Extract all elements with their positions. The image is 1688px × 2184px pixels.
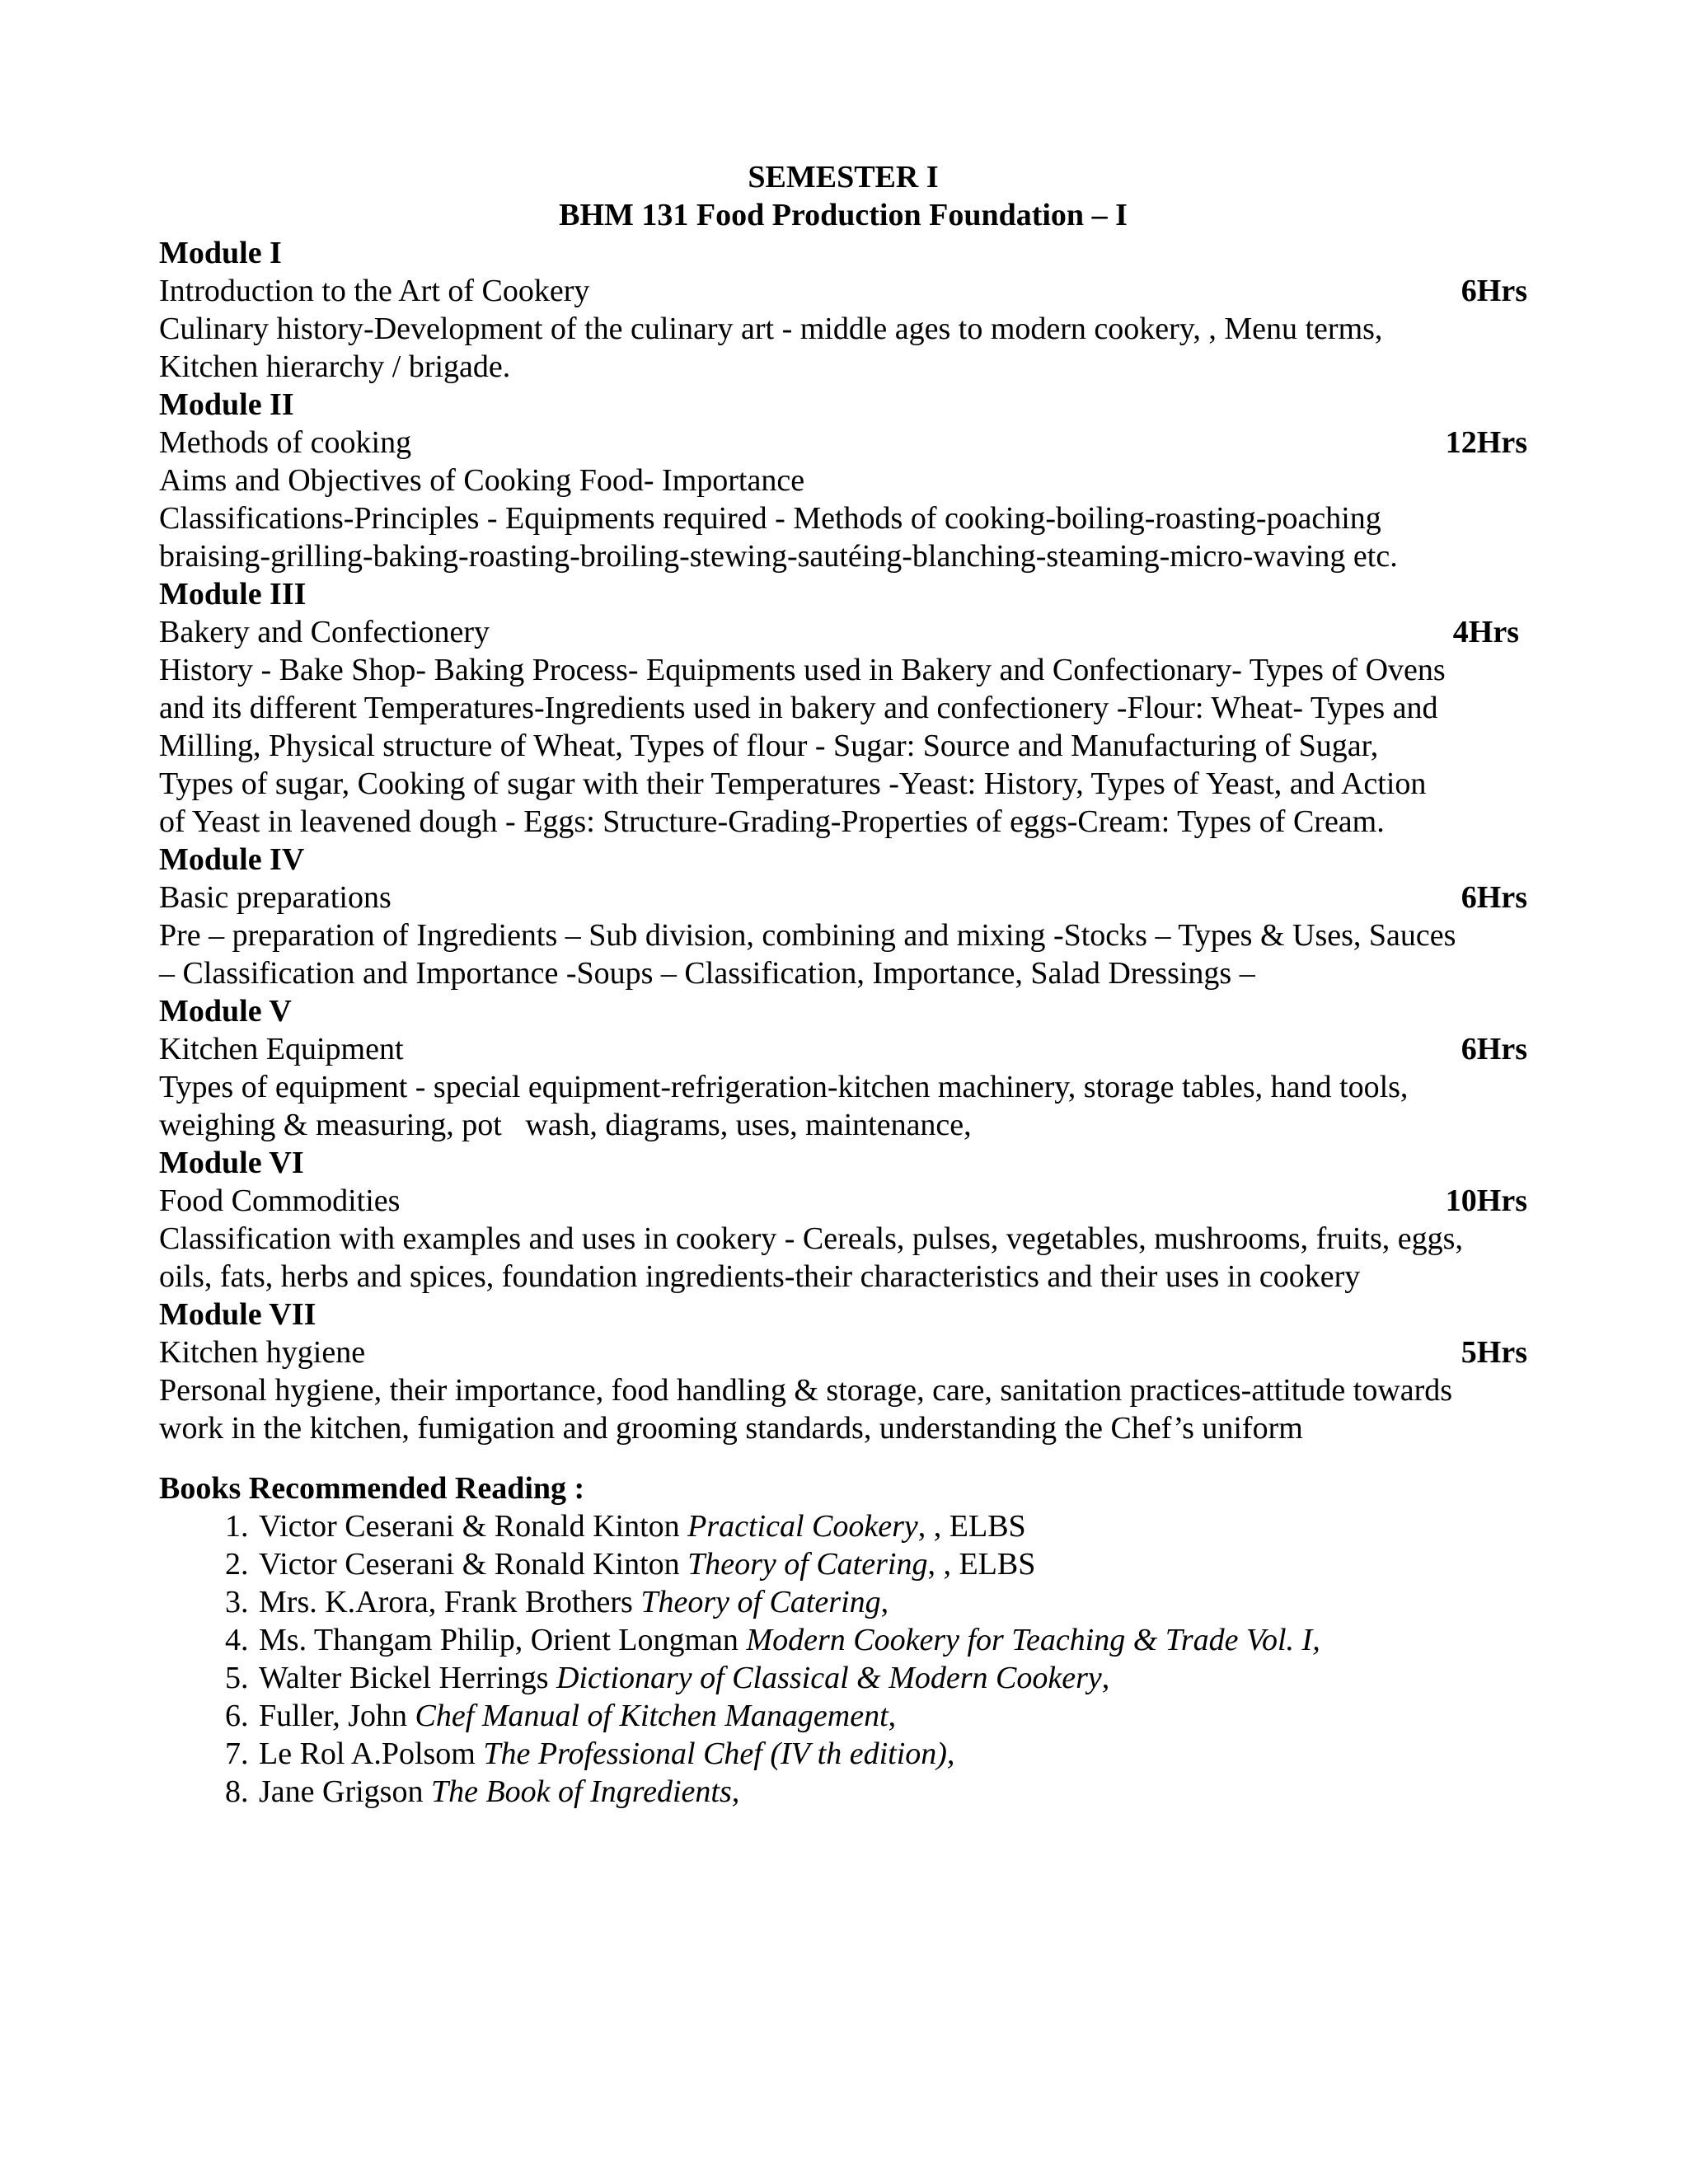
module-4 [159,841,1527,992]
module-topic-row [159,613,1527,651]
module-5 [159,992,1527,1144]
module-description-line: Aims and Objectives of Cooking Food- Importance [159,463,805,498]
module-7 [159,1296,1527,1447]
book-item [256,1507,1527,1545]
book-author: Le Rol A.Polsom [259,1736,484,1771]
books-list [159,1507,1527,1811]
course-title: BHM 131 Food Production Foundation – I [559,198,1128,232]
book-item [256,1621,1527,1659]
book-title: The Book of Ingredients, [430,1774,740,1809]
module-description-line: of Yeast in leavened dough - Eggs: Structure-Grading-Properties of eggs-Cream: Types of Cream. [159,804,1385,839]
module-topic-row [159,424,1527,462]
book-author: Jane Grigson [259,1774,431,1809]
module-description-line: Culinary history-Development of the culinary art - middle ages to modern cookery, , Menu terms, [159,312,1383,346]
book-author: Victor Ceserani & Ronald Kinton [259,1547,688,1582]
module-title: Module VI [159,1146,304,1180]
book-author: Victor Ceserani & Ronald Kinton [259,1509,688,1544]
module-topic: Basic preparations [159,880,392,915]
semester-heading: SEMESTER I [748,160,939,194]
books-section [159,1469,1527,1811]
module-topic: Bakery and Confectionery [159,615,490,649]
module-title: Module V [159,994,292,1029]
module-description-line: oils, fats, herbs and spices, foundation ingredients-their characteristics and their uses in cookery [159,1259,1361,1294]
module-hours: 10Hrs [1445,1183,1527,1218]
book-item [256,1773,1527,1811]
module-description-line: – Classification and Importance -Soups – Classification, Importance, Salad Dressings – [159,956,1255,991]
module-hours: 6Hrs [1461,1032,1527,1066]
module-description-line: Classification with examples and uses in cookery - Cereals, pulses, vegetables, mushrooms, fruits, eggs, [159,1221,1463,1256]
book-suffix: , [1101,1661,1110,1695]
module-description-line: Classifications-Principles - Equipments required - Methods of cooking-boiling-roasting-poaching [159,501,1381,536]
book-title: Theory of Catering [640,1585,881,1619]
books-heading: Books Recommended Reading : [159,1471,585,1506]
module-topic-row [159,272,1527,310]
module-title: Module II [159,387,294,422]
module-description-line: Personal hygiene, their importance, food handling & storage, care, sanitation practices-attitude towards [159,1373,1453,1408]
module-description-line: Types of equipment - special equipment-refrigeration-kitchen machinery, storage tables, hand tools, [159,1070,1409,1104]
module-topic: Introduction to the Art of Cookery [159,274,590,308]
module-description-line: Kitchen hierarchy / brigade. [159,349,511,384]
module-topic: Food Commodities [159,1183,401,1218]
module-topic-row [159,879,1527,916]
book-author: Mrs. K.Arora, Frank Brothers [259,1585,641,1619]
module-description-line: History - Bake Shop- Baking Process- Equipments used in Bakery and Confectionary- Types of Ovens [159,653,1446,687]
module-hours: 12Hrs [1445,425,1527,460]
module-hours: 6Hrs [1461,880,1527,915]
book-title: Dictionary of Classical & Modern Cookery [556,1661,1102,1695]
module-2 [159,386,1527,575]
book-title: Chef Manual of Kitchen Management [415,1699,889,1733]
book-item [256,1545,1527,1583]
module-topic: Methods of cooking [159,425,412,460]
module-3 [159,575,1527,841]
module-title: Module III [159,577,307,612]
book-author: Fuller, John [259,1699,415,1733]
module-topic: Kitchen hygiene [159,1335,366,1370]
module-description-line: and its different Temperatures-Ingredients used in bakery and confectionery -Flour: Wheat- Types and [159,691,1438,725]
module-hours: 5Hrs [1461,1335,1527,1370]
module-topic-row [159,1182,1527,1220]
module-hours: 6Hrs [1461,274,1527,308]
module-title: Module IV [159,842,305,877]
book-item [256,1659,1527,1697]
module-description-line: weighing & measuring, pot wash, diagrams, uses, maintenance, [159,1108,972,1142]
module-title: Module I [159,236,282,270]
book-suffix: , [880,1585,889,1619]
module-topic: Kitchen Equipment [159,1032,404,1066]
module-description-line: Types of sugar, Cooking of sugar with their Temperatures -Yeast: History, Types of Yeast, and Action [159,766,1427,801]
module-description-line: braising-grilling-baking-roasting-broiling-stewing-sautéing-blanching-steaming-micro-waving etc. [159,539,1398,574]
book-item [256,1583,1527,1621]
module-topic-row [159,1333,1527,1371]
module-1 [159,234,1527,386]
book-title: Modern Cookery for Teaching & Trade Vol. I, [746,1623,1320,1657]
book-title: The Professional Chef (IV th edition), [483,1736,955,1771]
module-title: Module VII [159,1297,316,1332]
module-description-line: Milling, Physical structure of Wheat, Types of flour - Sugar: Source and Manufacturing of Sugar, [159,729,1379,763]
module-hours: 4Hrs [1452,615,1519,649]
book-suffix: , [888,1699,897,1733]
book-title: Practical Cookery [687,1509,918,1544]
book-author: Walter Bickel Herrings [259,1661,556,1695]
syllabus-content [159,158,1527,1811]
book-title: Theory of Catering [687,1547,928,1582]
book-suffix: , , ELBS [927,1547,1036,1582]
book-item [256,1735,1527,1773]
book-author: Ms. Thangam Philip, Orient Longman [259,1623,747,1657]
book-item [256,1697,1527,1735]
module-topic-row [159,1030,1527,1068]
module-description-line: Pre – preparation of Ingredients – Sub division, combining and mixing -Stocks – Types & Uses, Sauces [159,918,1456,953]
module-6 [159,1144,1527,1296]
module-description-line: work in the kitchen, fumigation and grooming standards, understanding the Chef’s uniform [159,1411,1303,1446]
book-suffix: , , ELBS [917,1509,1026,1544]
